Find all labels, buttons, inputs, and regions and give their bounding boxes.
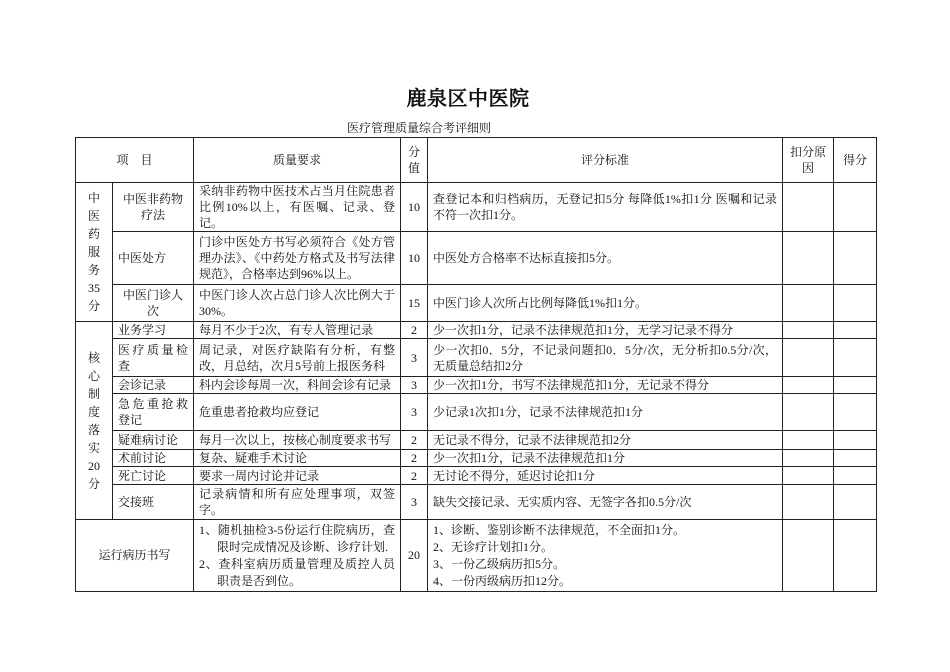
requirement-cell: 中医门诊人次占总门诊人次比例大于30%。 [194,285,401,322]
points-cell [834,377,877,394]
item-cell: 术前讨论 [113,450,194,467]
category-char: 心 [87,368,100,383]
score-cell: 2 [401,431,428,450]
criteria-cell: 少一次扣1分，书写不法律规范扣1分，无记录不得分 [428,377,783,394]
table-row [76,183,877,232]
criteria-line: 2、无诊疗计划扣1分。 [433,539,554,554]
category-cell-tcm-services [76,183,113,322]
criteria-cell: 缺失交接记录、无实质内容、无签字各扣0.5分/次 [428,485,783,520]
item-cell: 会诊记录 [113,377,194,394]
deduction-reason-cell [783,232,834,285]
criteria-cell: 无记录不得分，记录不法律规范扣2分 [428,431,783,450]
criteria-cell-medical-records [428,520,783,592]
item-cell: 交接班 [113,485,194,520]
requirement-cell: 每月一次以上，按核心制度要求书写 [194,431,401,450]
table-header-row [76,138,877,183]
criteria-cell: 少记录1次扣1分，记录不法律规范扣1分 [428,394,783,431]
table-row [76,467,877,485]
evaluation-table [75,137,877,592]
points-cell [834,322,877,339]
score-cell: 3 [401,377,428,394]
category-char: 核 [87,350,100,365]
requirement-cell: 危重患者抢救均应登记 [194,394,401,431]
header-points: 得分 [834,138,877,183]
item-cell: 中医非药物疗法 [113,183,194,232]
requirement-cell: 采纳非药物中医技术占当月住院患者比例10%以上，有医嘱、记录、登记。 [194,183,401,232]
points-cell [834,431,877,450]
item-cell: 中医处方 [113,232,194,285]
category-char: 实 [87,440,100,455]
table-row [76,485,877,520]
deduction-reason-cell [783,520,834,592]
criteria-cell: 少一次扣0．5分，不记录问题扣0．5分/次，无分析扣0.5分/次，无质量总结扣2分 [428,339,783,377]
requirement-cell: 每月不少于2次，有专人管理记录 [194,322,401,339]
header-deduction-reason: 扣分原因 [783,138,834,183]
score-cell: 10 [401,232,428,285]
table-row-medical-records [76,520,877,592]
header-item: 项 目 [76,138,194,183]
category-char: 中 [87,191,100,205]
deduction-reason-cell [783,431,834,450]
score-cell: 3 [401,485,428,520]
criteria-cell: 中医门诊人次所占比例每降低1%扣1分。 [428,285,783,322]
deduction-reason-cell [783,485,834,520]
category-char: 制 [87,386,100,401]
table-row [76,322,877,339]
score-cell: 2 [401,322,428,339]
points-cell [834,285,877,322]
criteria-cell: 少一次扣1分，记录不法律规范扣1分 [428,450,783,467]
category-char: 分 [87,299,100,313]
points-cell [834,467,877,485]
category-char: 35 [88,281,100,295]
score-cell: 15 [401,285,428,322]
item-cell: 中医门诊人次 [113,285,194,322]
item-cell: 急危重抢救登记 [113,394,194,431]
score-cell: 3 [401,394,428,431]
deduction-reason-cell [783,467,834,485]
category-char: 分 [87,476,100,491]
criteria-cell: 中医处方合格率不达标直接扣5分。 [428,232,783,285]
category-char: 医 [87,209,100,223]
deduction-reason-cell [783,377,834,394]
item-cell-medical-records: 运行病历书写 [76,520,194,592]
table-row [76,450,877,467]
deduction-reason-cell [783,285,834,322]
criteria-line: 3、一份乙级病历扣5分。 [433,556,566,571]
table-row [76,232,877,285]
requirement-line: 2、查科室病历质量管理及质控人员职责是否到位。 [199,556,396,588]
category-char: 药 [87,227,100,241]
item-cell: 疑难病讨论 [113,431,194,450]
score-cell: 2 [401,467,428,485]
category-char: 度 [87,404,100,419]
points-cell [834,183,877,232]
table-row [76,431,877,450]
category-cell-core-systems [76,322,113,520]
criteria-cell: 少一次扣1分，记录不法律规范扣1分，无学习记录不得分 [428,322,783,339]
document-subtitle: 医疗管理质量综合考评细则 [347,121,492,135]
table-row [76,394,877,431]
criteria-cell: 无讨论不得分，延迟讨论扣1分 [428,467,783,485]
header-score: 分值 [401,138,428,183]
requirement-cell: 要求一周内讨论并记录 [194,467,401,485]
table-row [76,285,877,322]
score-cell: 3 [401,339,428,377]
category-char: 服 [87,245,100,259]
points-cell [834,450,877,467]
deduction-reason-cell [783,183,834,232]
score-cell: 10 [401,183,428,232]
requirement-line: 1、随机抽检3-5份运行住院病历，查限时完成情况及诊断、诊疗计划. [199,522,396,554]
requirement-cell: 科内会诊每周一次，科间会诊有记录 [194,377,401,394]
deduction-reason-cell [783,450,834,467]
deduction-reason-cell [783,394,834,431]
header-requirement: 质量要求 [194,138,401,183]
document-title: 鹿泉区中医院 [406,88,530,110]
points-cell [834,339,877,377]
table-row [76,339,877,377]
deduction-reason-cell [783,322,834,339]
criteria-line: 1、诊断、鉴别诊断不法律规范，不全面扣1分。 [433,522,686,537]
item-cell: 医疗质量检查 [113,339,194,377]
requirement-cell: 门诊中医处方书写必须符合《处方管理办法》、《中药处方格式及书写法律规范》，合格率达到96%以上。 [194,232,401,285]
deduction-reason-cell [783,339,834,377]
category-char: 20 [88,458,100,473]
points-cell [834,394,877,431]
score-cell: 2 [401,450,428,467]
category-char: 落 [87,422,100,437]
requirement-cell: 记录病情和所有应处理事项，双签字。 [194,485,401,520]
score-cell-medical-records: 20 [401,520,428,592]
table-row [76,377,877,394]
requirement-cell-medical-records [194,520,401,592]
points-cell [834,485,877,520]
header-criteria: 评分标准 [428,138,783,183]
item-cell: 业务学习 [113,322,194,339]
category-char: 务 [87,263,100,277]
requirement-cell: 复杂、疑难手术讨论 [194,450,401,467]
requirement-cell: 周记录，对医疗缺陷有分析，有整改，月总结，次月5号前上报医务科 [194,339,401,377]
points-cell [834,520,877,592]
criteria-line: 4、一份丙级病历扣12分。 [433,573,572,588]
points-cell [834,232,877,285]
item-cell: 死亡讨论 [113,467,194,485]
criteria-cell: 查登记本和归档病历，无登记扣5分 每降低1%扣1分 医嘱和记录不符一次扣1分。 [428,183,783,232]
